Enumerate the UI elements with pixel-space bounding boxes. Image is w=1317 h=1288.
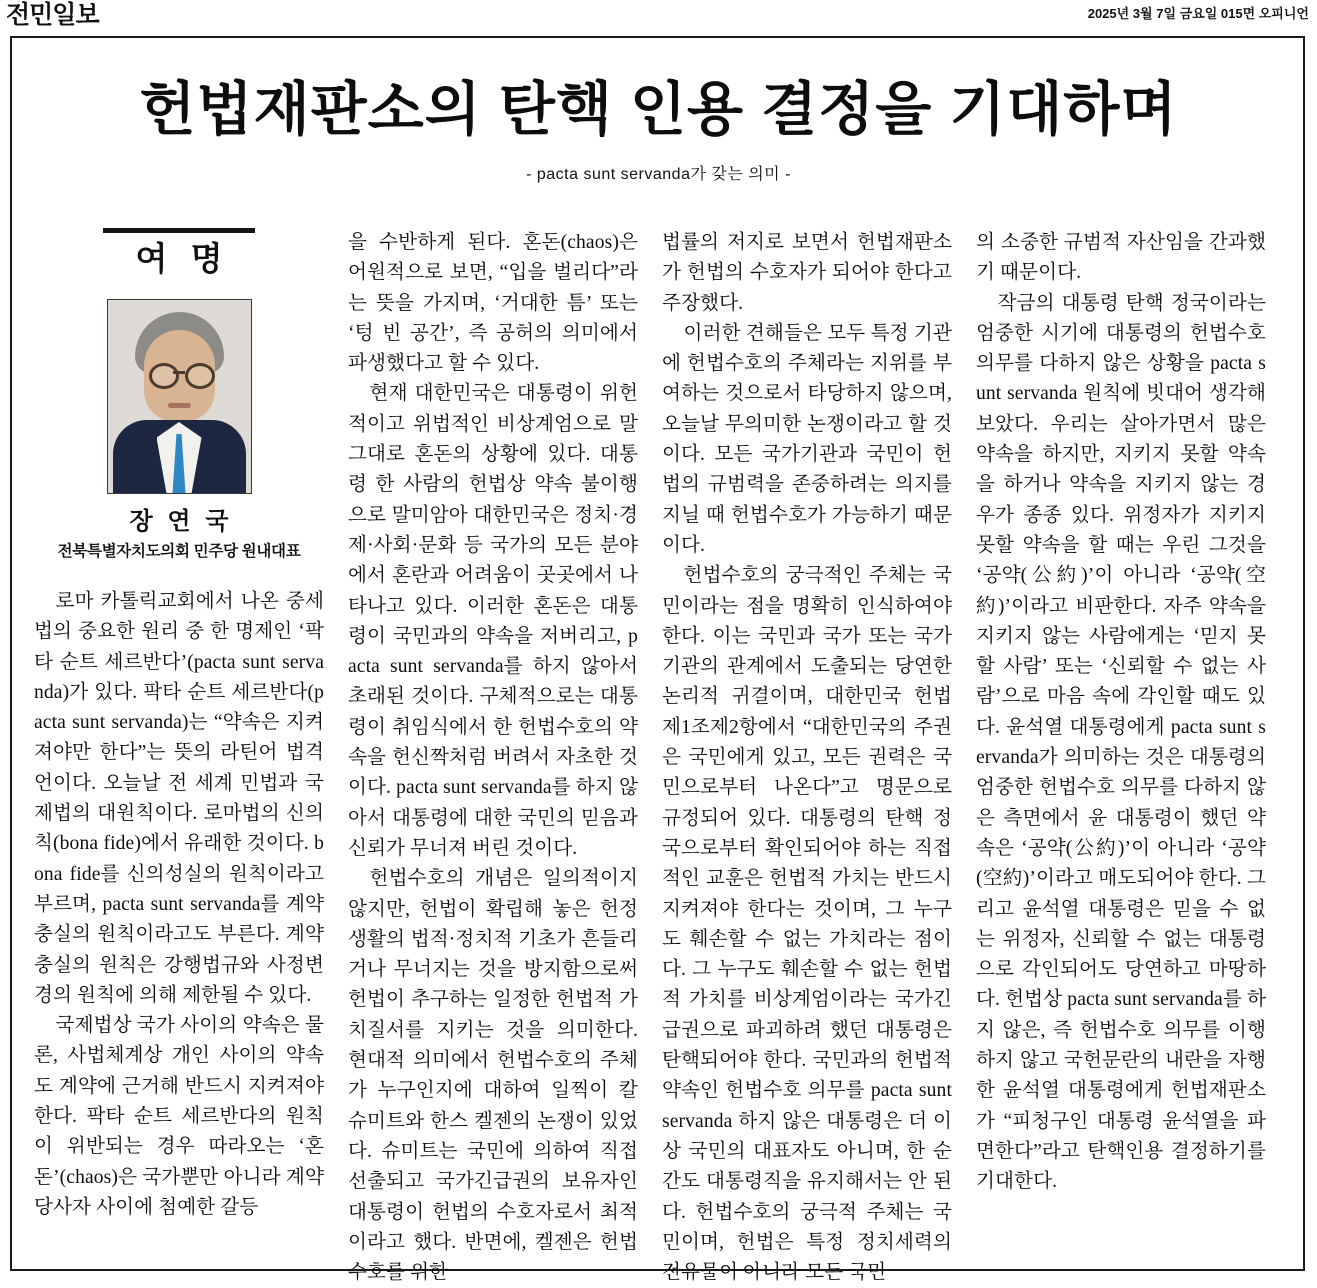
author-portrait-photo — [107, 299, 252, 494]
issue-date-page-section: 2025년 3월 7일 금요일 015면 오피니언 — [1087, 6, 1309, 21]
paragraph: 작금의 대통령 탄핵 정국이라는 엄중한 시기에 대통령의 헌법수호 의무를 다하지 않은 상황을 pacta sunt servanda 원칙에 빗대어 생각해 보았다. 우리는 살아가면서 많은 약속을 하지만, 지키지 못할 약속을 하거나 약속을 지키지 않는 경우가 종종 있다. 위정자가 지키지 못할 약속을 할 때는 우린 그것을 ‘공약(公約)’이 아니라 ‘공약(空約)’이라고 비판한다. 자주 약속을 지키지 않는 사람에게는 ‘믿지 못할 사람’ 또는 ‘신뢰할 수 없는 사람’으로 마음 속에 각인할 때도 있다. 윤석열 대통령에게 pacta sunt servanda가 의미하는 것은 대통령의 엄중한 헌법수호 의무를 다하지 않은 측면에서 윤 대통령이 했던 약속은 ‘공약(公約)’이 아니라 ‘공약(空約)’이라고 매도되어야 한다. 그리고 윤석열 대통령은 믿을 수 없는 위정자, 신뢰할 수 없는 대통령으로 각인되어도 당연하고 마땅하다. 헌법상 pacta sunt servanda를 하지 않은, 즉 헌법수호 의무를 이행하지 않고 국헌문란의 내란을 자행한 윤석열 대통령에게 헌법재판소가 “피청구인 대통령 윤석열을 파면한다”라고 탄핵인용 결정하기를 기대한다. — [976, 292, 1266, 1193]
column-1-body — [34, 587, 324, 1223]
paragraph: 헌법수호의 개념은 일의적이지 않지만, 헌법이 확립해 놓은 헌정생활의 법적·정치적 기초가 흔들리거나 무너지는 것을 방지함으로써 헌법이 추구하는 일정한 헌법적 가치질서를 지키는 것을 의미한다. 현대적 의미에서 헌법수호의 주체가 누구인지에 대하여 일찍이 칼 슈미트와 한스 켈젠의 논쟁이 있었다. 슈미트는 국민에 의하여 직접 선출되고 국가긴급권의 보유자인 대통령이 헌법의 수호자로서 최적이라고 했다. 반면에, 켈젠은 헌법수호를 위한 — [348, 868, 638, 1284]
newspaper-title: 전민일보 — [6, 1, 99, 29]
author-affiliation: 전북특별자치도의회 민주당 원내대표 — [57, 543, 301, 560]
column-1 — [34, 228, 324, 1258]
column-series-label: 여 명 — [135, 240, 230, 277]
column-2 — [348, 228, 638, 1284]
paragraph: 헌법수호의 궁극적인 주체는 국민이라는 점을 명확히 인식하여야 한다. 이는 국민과 국가 또는 국가기관의 관계에서 도출되는 당연한 논리적 귀결이며, 대한민국 헌법 제1조제2항에서 “대한민국의 주권은 국민에게 있고, 모든 권력은 국민으로부터 나온다”고 명문으로 규정되어 있다. 대통령의 탄핵 정국으로부터 확인되어야 하는 직접적인 교훈은 헌법적 가치는 반드시 지켜져야 한다는 것이며, 그 누구도 훼손할 수 없는 가치라는 점이다. 그 누구도 훼손할 수 없는 헌법적 가치를 비상계엄이라는 국가긴급권으로 파괴하려 했던 대통령은 탄핵되어야 한다. 국민과의 헌법적 약속인 헌법수호 의무를 pacta sunt servanda 하지 않은 대통령은 더 이상 국민의 대표자도 아니며, 한 순간도 대통령직을 유지해서는 안 된다. 헌법수호의 궁극적 주체는 국민이며, 헌법은 특정 정치세력의 전유물이 아니라 모든 국민 — [662, 565, 952, 1284]
byline-rule — [103, 228, 255, 233]
column-4-body — [976, 228, 1266, 1198]
paragraph: 의 소중한 규범적 자산임을 간과했기 때문이다. — [976, 232, 1266, 284]
paragraph: 법률의 저지로 보면서 헌법재판소가 헌법의 수호자가 되어야 한다고 주장했다. — [662, 232, 952, 314]
article-headline: 헌법재판소의 탄핵 인용 결정을 기대하며 — [139, 77, 1178, 142]
paragraph: 현재 대한민국은 대통령이 위헌적이고 위법적인 비상계엄으로 말 그대로 혼돈의 상황에 있다. 대통령 한 사람의 헌법상 약속 불이행으로 말미암아 대한민국은 정치·경제·사회·문화 등 국가의 모든 분야에서 혼란과 어려움이 곳곳에서 나타나고 있다. 이러한 혼돈은 대통령이 국민과의 약속을 저버리고, pacta sunt servanda를 하지 않아서 초래된 것이다. 구체적으로는 대통령이 취임식에서 한 헌법수호의 약속을 헌신짝처럼 버려서 자초한 것이다. pacta sunt servanda를 하지 않아서 대통령에 대한 국민의 믿음과 신뢰가 무너져 버린 것이다. — [348, 383, 638, 859]
author-name: 장 연 국 — [129, 508, 233, 535]
column-4 — [976, 228, 1266, 1258]
author-portrait-wrap — [34, 299, 324, 494]
article-subheadline: - pacta sunt servanda가 갖는 의미 - — [526, 166, 791, 183]
paragraph: 국제법상 국가 사이의 약속은 물론, 사법체계상 개인 사이의 약속도 계약에 근거해 반드시 지켜져야 한다. 팍타 순트 세르반다의 원칙이 위반되는 경우 따라오는 ‘혼돈’(chaos)은 국가뿐만 아니라 계약 당사자 사이에 첨예한 갈등 — [34, 1015, 324, 1218]
column-2-body — [348, 228, 638, 1288]
article-columns — [34, 228, 1282, 1284]
masthead — [0, 0, 1317, 34]
paragraph: 을 수반하게 된다. 혼돈(chaos)은 어원적으로 보면, “입을 벌리다”라는 뜻을 가지며, ‘거대한 틈’ 또는 ‘텅 빈 공간’, 즉 공허의 의미에서 파생했다고 할 수 있다. — [348, 232, 638, 375]
headline-block — [12, 38, 1305, 186]
paragraph: 이러한 견해들은 모두 특정 기관에 헌법수호의 주체라는 지위를 부여하는 것으로서 타당하지 않으며, 오늘날 무의미한 논쟁이라고 할 것이다. 모든 국가기관과 국민이 헌법의 규범력을 존중하려는 의지를 지닐 때 헌법수호가 가능하기 때문이다. — [662, 322, 952, 556]
paragraph: 로마 카톨릭교회에서 나온 중세법의 중요한 원리 중 한 명제인 ‘팍타 순트 세르반다’(pacta sunt servanda)가 있다. 팍타 순트 세르반다(pacta sunt servanda)는 “약속은 지켜져야만 한다”는 뜻의 라틴어 법격언이다. 오늘날 전 세계 민법과 국제법의 대원칙이다. 로마법의 신의칙(bona fide)에서 유래한 것이다. bona fide를 신의성실의 원칙이라고 부르며, pacta sunt servanda를 계약충실의 원칙이라고도 부른다. 계약충실의 원칙은 강행법규와 사정변경의 원칙에 의해 제한될 수 있다. — [34, 591, 324, 1006]
column-3 — [662, 228, 952, 1284]
column-3-body — [662, 228, 952, 1288]
